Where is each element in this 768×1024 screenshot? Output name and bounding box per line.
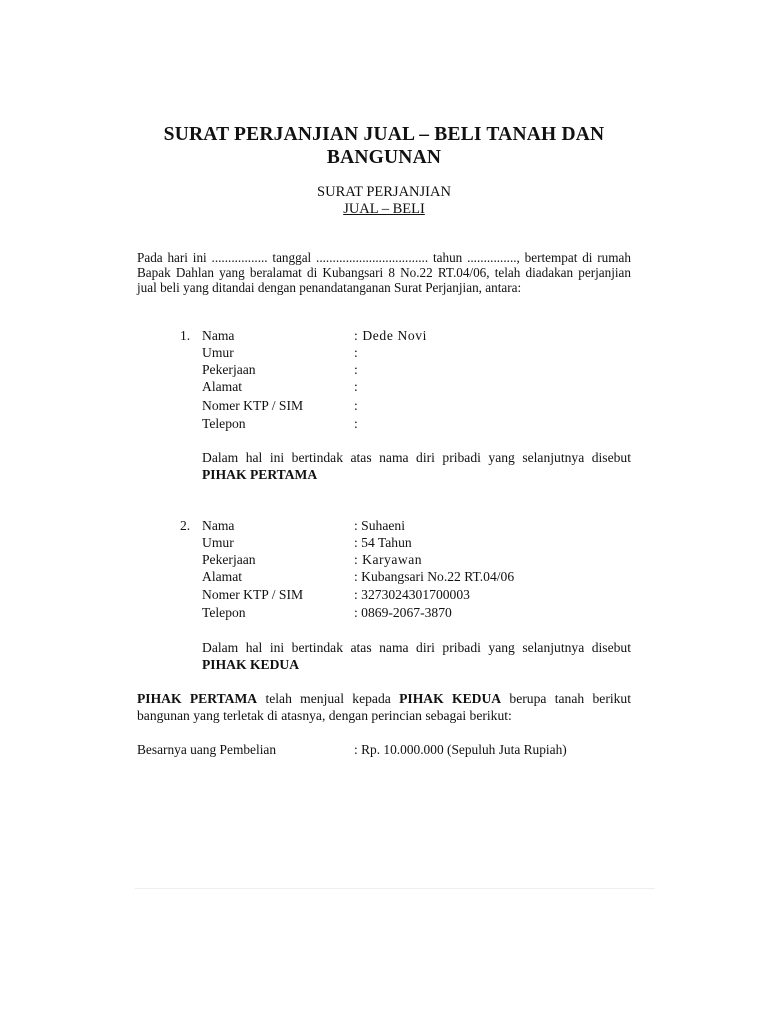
party2-note: Dalam hal ini bertindak atas nama diri pribadi yang selanjutnya disebut PIHAK KEDUA	[202, 640, 631, 672]
party1-label-pekerjaan: Pekerjaan	[202, 362, 256, 377]
party2-value-nama: : Suhaeni	[354, 518, 405, 533]
document-subtitle	[137, 184, 631, 218]
party1-label-umur: Umur	[202, 345, 234, 360]
party2-label-umur: Umur	[202, 535, 234, 550]
closing-paragraph: PIHAK PERTAMA telah menjual kepada PIHAK KEDUA berupa tanah berikut bangunan yang terletak di atasnya, dengan perincian sebagai berikut:	[137, 691, 632, 723]
party2-role: PIHAK KEDUA	[202, 657, 300, 672]
page-divider	[135, 888, 655, 889]
party2-number: 2.	[180, 518, 191, 533]
party1-value-pekerjaan: :	[354, 362, 358, 377]
party2-label-telepon: Telepon	[202, 605, 246, 620]
party2-value-ktp: : 3273024301700003	[354, 587, 470, 602]
party2-label-pekerjaan: Pekerjaan	[202, 552, 256, 567]
intro-paragraph: Pada hari ini ................. tanggal .................................. tahun ..............., bertempat di rumah Bapak Dahlan yang beralamat di Kubangsari 8 No.22 RT.04/06, telah diadakan perjanjian jual beli yang ditandai dengan penandatanganan Surat Perjanjian, antara:	[137, 250, 631, 295]
document-title: SURAT PERJANJIAN JUAL – BELI TANAH DAN BANGUNAN	[163, 124, 605, 168]
party1-label-alamat: Alamat	[202, 379, 243, 394]
party1-value-alamat: :	[354, 379, 358, 394]
subtitle-line-2: JUAL – BELI	[343, 201, 425, 217]
party1-label-ktp: Nomer KTP / SIM	[202, 398, 304, 413]
party2-label-alamat: Alamat	[202, 569, 243, 584]
subtitle-line-1: SURAT PERJANJIAN	[317, 184, 451, 200]
party2-label-ktp: Nomer KTP / SIM	[202, 587, 304, 602]
price-label: Besarnya uang Pembelian	[137, 742, 277, 757]
party1-value-ktp: :	[354, 398, 358, 413]
party2-value-umur: : 54 Tahun	[354, 535, 412, 550]
party1-note: Dalam hal ini bertindak atas nama diri pribadi yang selanjutnya disebut PIHAK PERTAMA	[202, 450, 631, 482]
party1-value-nama: : Dede Novi	[354, 328, 428, 343]
party1-label-nama: Nama	[202, 328, 235, 343]
party1-number: 1.	[180, 328, 191, 343]
party1-value-telepon: :	[354, 416, 358, 431]
party2-value-telepon: : 0869-2067-3870	[354, 605, 452, 620]
party2-label-nama: Nama	[202, 518, 235, 533]
price-value: : Rp. 10.000.000 (Sepuluh Juta Rupiah)	[354, 742, 567, 757]
party1-label-telepon: Telepon	[202, 416, 246, 431]
party2-value-pekerjaan: : Karyawan	[354, 552, 423, 567]
party2-value-alamat: : Kubangsari No.22 RT.04/06	[354, 569, 515, 584]
party1-role: PIHAK PERTAMA	[202, 467, 318, 482]
party1-value-umur: :	[354, 345, 358, 360]
